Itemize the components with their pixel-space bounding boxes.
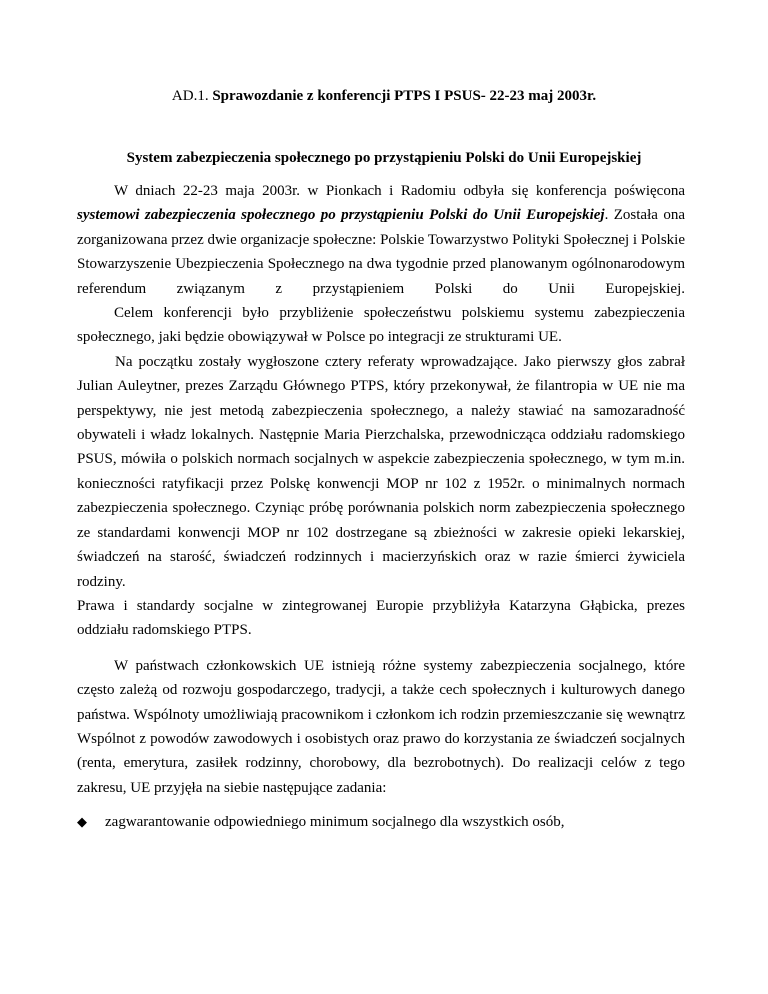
document-body [77,179,685,835]
document-heading [0,88,768,105]
bullet-list [77,810,685,834]
paragraph-1: W dniach 22-23 maja 2003r. w Pionkach i Radomiu odbyła się konferencja poświęcona systemowi zabezpieczenia społecznego po przystąpieniu Polski do Unii Europejskiej. Została ona zorganizowana przez dwie organizacje społeczne: Polskie Towarzystwo Polityki Społecznej i Polskie Stowarzyszenie Ubezpieczenia Społecznego na dwa tygodnie przed planowanym ogólnonarodowym referendum związanym z przystąpieniem Polski do Unii Europejskiej. [77,183,685,297]
heading-title: Sprawozdanie z konferencji PTPS I PSUS- 22-23 maj 2003r. [212,88,597,104]
list-item [77,810,685,834]
heading-prefix: AD.1. [171,88,213,104]
paragraph-4: Prawa i standardy socjalne w zintegrowanej Europie przybliżyła Katarzyna Głąbicka, prezes oddziału radomskiego PTPS. [77,597,685,639]
emphasized-topic: systemowi zabezpieczenia społecznego po przystąpieniu Polski do Unii Europejskiej [77,207,605,224]
paragraph-5: W państwach członkowskich UE istnieją różne systemy zabezpieczenia socjalnego, które często zależą od rozwoju gospodarczego, tradycji, a także cech społecznych i kulturowych danego państwa. Wspólnoty umożliwiają pracownikom i członkom ich rodzin przemieszczanie się wewnątrz Wspólnot z powodów zawodowych i osobistych oraz prawo do korzystania ze świadczeń socjalnych (renta, emerytura, zasiłek rodzinny, chorobowy, dla bezrobotnych). Do realizacji celów z tego zakresu, UE przyjęła na siebie następujące zadania: [77,657,685,796]
document-subtitle: System zabezpieczenia społecznego po przystąpieniu Polski do Unii Europejskiej [126,150,642,166]
list-item-text: zagwarantowanie odpowiedniego minimum socjalnego dla wszystkich osób, [105,814,565,831]
paragraph-3: Na początku zostały wygłoszone cztery referaty wprowadzające. Jako pierwszy głos zabrał Julian Auleytner, prezes Zarządu Głównego PTPS, który przekonywał, że filantropia w UE nie ma perspektywy, nie jest metodą zabezpieczenia społecznego, a należy stawiać na samozaradność obywateli i władz lokalnych. Następnie Maria Pierzchalska, przewodnicząca oddziału radomskiego PSUS, mówiła o polskich normach socjalnych w aspekcie zabezpieczenia społecznego, w tym m.in. konieczności ratyfikacji przez Polskę konwencji MOP nr 102 z 1952r. o minimalnych normach zabezpieczenia społecznego. Czyniąc próbę porównania polskich norm zabezpieczenia społecznego ze standardami konwencji MOP nr 102 dostrzegane są zbieżności w zakresie opieki lekarskiej, świadczeń na starość, świadczeń rodzinnych i macierzyńskich oraz w razie śmierci żywiciela rodziny. [77,353,685,590]
diamond-bullet-icon: ◆ [77,814,87,830]
paragraph-2: Celem konferencji było przybliżenie społeczeństwu polskiemu systemu zabezpieczenia społecznego, jaki będzie obowiązywał w Polsce po integracji ze strukturami UE. [77,305,685,346]
